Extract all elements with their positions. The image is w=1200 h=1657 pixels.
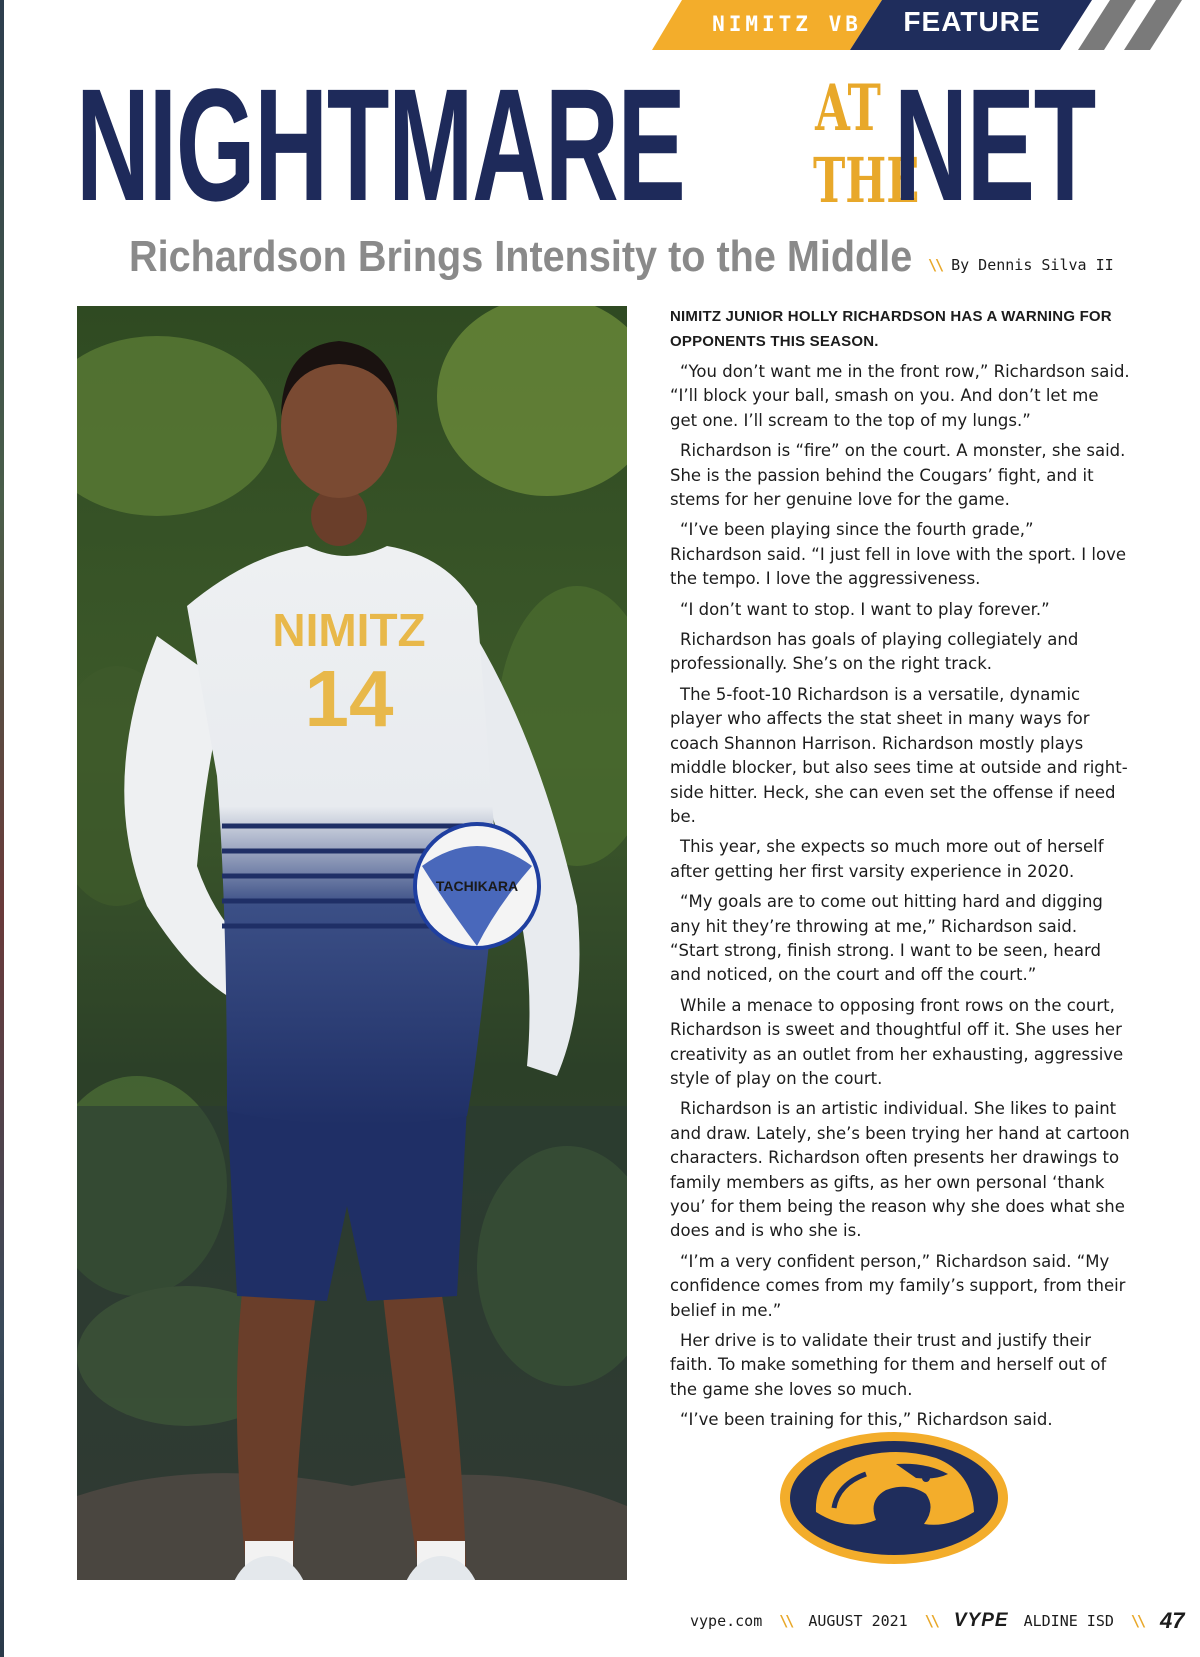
page-edge-strip xyxy=(0,0,4,1657)
article-lead: NIMITZ JUNIOR HOLLY RICHARDSON HAS A WARNING FOR OPPONENTS THIS SEASON. xyxy=(670,308,1112,350)
banner-section-label: NIMITZ VB xyxy=(712,12,862,36)
headline xyxy=(76,55,1136,234)
jersey-school-text: NIMITZ xyxy=(272,604,426,656)
article-paragraph: “I’m a very confident person,” Richardson said. “My confidence comes from my family’s support, from their belief in me.” xyxy=(670,1251,1126,1320)
banner-gray-stripe-2 xyxy=(1124,0,1182,50)
headline-word-the: THE xyxy=(813,144,920,217)
footer-slash-icon: \\ xyxy=(779,1612,792,1630)
headline-word-nightmare: NIGHTMARE xyxy=(76,55,685,234)
section-banner xyxy=(652,0,1200,50)
article-paragraph: Richardson is “fire” on the court. A monster, she said. She is the passion behind the Cougars’ fight, and it stems for her genuine love for the game. xyxy=(670,441,1126,510)
article-paragraph: While a menace to opposing front rows on the court, Richardson is sweet and thoughtful off it. She uses her creativity as an outlet from her exhausting, aggressive style of play on the court. xyxy=(670,995,1124,1088)
byline xyxy=(928,256,1114,274)
footer-page-number: 47 xyxy=(1160,1608,1185,1633)
article-paragraph: Richardson has goals of playing collegiately and professionally. She’s on the right track. xyxy=(670,630,1079,674)
article-paragraph: “My goals are to come out hitting hard and digging any hit they’re throwing at me,” Richardson said. “Start strong, finish strong. I want to be seen, heard and noticed, on the court and off the court.” xyxy=(670,892,1103,985)
headline-word-at: AT xyxy=(815,71,881,146)
byline-slash-icon: \\ xyxy=(928,256,943,274)
article-paragraph: Richardson is an artistic individual. She likes to paint and draw. Lately, she’s been trying her hand at cartoon characters. Richardson often presents her drawings to family members as gifts, as her own personal ‘thank you’ for them being the reason why she does what she does and is who she is. xyxy=(670,1099,1130,1241)
banner-feature-label: FEATURE xyxy=(903,6,1041,37)
article-paragraph: Her drive is to validate their trust and justify their faith. To make something for them and herself out of the game she loves so much. xyxy=(670,1331,1107,1399)
headline-word-net: NET xyxy=(894,55,1095,234)
article-paragraph: “I don’t want to stop. I want to play forever.” xyxy=(680,599,1050,619)
volleyball-brand-text: TACHIKARA xyxy=(435,878,519,894)
article-body xyxy=(670,304,1130,1439)
player-photo xyxy=(77,306,627,1580)
footer-site: vype.com xyxy=(690,1612,763,1630)
article-paragraph: The 5-foot-10 Richardson is a versatile, dynamic player who affects the stat sheet in many ways for coach Shannon Harrison. Richardson mostly plays middle blocker, but also sees time at outside and right-side hitter. Heck, she can even set the offense if need be. xyxy=(670,684,1128,826)
jersey-number-text: 14 xyxy=(304,654,394,743)
footer-date: AUGUST 2021 xyxy=(808,1612,908,1630)
footer-edition: ALDINE ISD xyxy=(1023,1612,1114,1630)
footer-brand-logo: VYPE xyxy=(953,1610,1009,1631)
article-paragraph: “You don’t want me in the front row,” Richardson said. “I’ll block your ball, smash on you. And don’t let me get one. I’ll scream to the top of my lungs.” xyxy=(670,362,1130,430)
cougar-logo-icon xyxy=(776,1428,1012,1568)
deck-subtitle: Richardson Brings Intensity to the Middle xyxy=(129,232,913,281)
footer-slash-icon: \\ xyxy=(924,1612,937,1630)
page-footer xyxy=(690,1608,1185,1633)
rock xyxy=(77,1473,627,1580)
article-paragraph: “I’ve been training for this,” Richardson said. xyxy=(680,1410,1053,1430)
footer-slash-icon: \\ xyxy=(1130,1612,1143,1630)
article-paragraph: This year, she expects so much more out of herself after getting her first varsity experience in 2020. xyxy=(670,837,1104,881)
byline-text: By Dennis Silva II xyxy=(951,256,1114,274)
article-paragraph: “I’ve been playing since the fourth grade,” Richardson said. “I just fell in love with the sport. I love the tempo. I love the aggressiveness. xyxy=(670,520,1127,589)
